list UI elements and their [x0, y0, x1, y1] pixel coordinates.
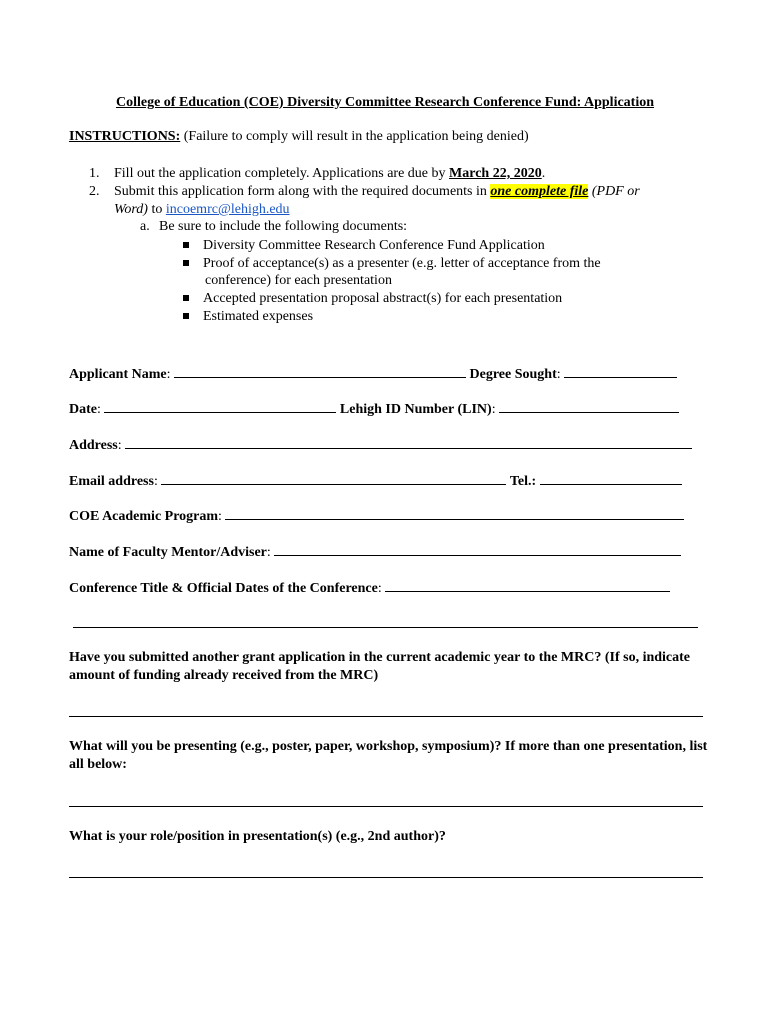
instructions-note: (Failure to comply will result in the application being denied): [180, 129, 529, 144]
tel-field[interactable]: [540, 470, 682, 485]
email-label: Email address: [69, 474, 154, 489]
email-row: Email address: Tel.:: [69, 470, 682, 490]
lin-label: Lehigh ID Number (LIN): [339, 402, 492, 417]
document-item-continued: conference) for each presentation: [205, 273, 392, 288]
conference-field[interactable]: [385, 577, 670, 592]
tel-label: Tel.:: [509, 474, 537, 489]
applicant-name-field[interactable]: [174, 363, 466, 378]
applicant-name-row: Applicant Name: Degree Sought:: [69, 363, 677, 383]
email-field[interactable]: [161, 470, 506, 485]
question-2: What will you be presenting (e.g., poster, paper, workshop, symposium)? If more than one presentation, list all below:: [69, 739, 708, 772]
bullet-icon: [183, 242, 189, 248]
program-row: COE Academic Program:: [69, 505, 684, 525]
program-field[interactable]: [225, 505, 684, 520]
bullet-icon: [183, 313, 189, 319]
document-item: Diversity Committee Research Conference Fund Application: [183, 238, 545, 254]
due-date: March 22, 2020: [449, 166, 542, 181]
degree-sought-field[interactable]: [564, 363, 677, 378]
question-1: Have you submitted another grant application in the current academic year to the MRC? (If so, indicate amount of funding already received from the MRC): [69, 650, 691, 683]
document-item: Estimated expenses: [183, 309, 313, 325]
document-item: Accepted presentation proposal abstract(s) for each presentation: [183, 291, 562, 307]
date-field[interactable]: [104, 398, 336, 413]
answer-line-1[interactable]: [69, 716, 703, 717]
answer-line-2[interactable]: [69, 806, 703, 807]
bullet-icon: [183, 260, 189, 266]
list-item-1: 1. Fill out the application completely. Applications are due by March 22, 2020.: [89, 166, 546, 181]
instructions-line: [69, 129, 529, 145]
bullet-icon: [183, 295, 189, 301]
conference-field-continued[interactable]: [73, 627, 698, 628]
list-item-2-continued: Word) to incoemrc@lehigh.edu: [114, 202, 290, 217]
page-title: College of Education (COE) Diversity Committee Research Conference Fund: Application: [115, 95, 655, 110]
address-label: Address: [69, 438, 118, 453]
question-3: What is your role/position in presentation(s) (e.g., 2nd author)?: [69, 829, 446, 844]
list-item-2: 2. Submit this application form along with the required documents in one complete file (PDF or: [89, 184, 640, 199]
date-label: Date: [69, 402, 97, 417]
document-item: Proof of acceptance(s) as a presenter (e.g. letter of acceptance from the: [183, 256, 601, 272]
applicant-name-label: Applicant Name: [69, 367, 167, 382]
conference-label: Conference Title & Official Dates of the Conference: [69, 581, 378, 596]
conference-row: Conference Title & Official Dates of the Conference:: [69, 577, 670, 597]
mentor-label: Name of Faculty Mentor/Adviser: [69, 545, 267, 560]
date-row: Date: Lehigh ID Number (LIN):: [69, 398, 679, 418]
highlighted-text: one complete file: [490, 184, 589, 199]
mentor-field[interactable]: [274, 541, 681, 556]
degree-sought-label: Degree Sought: [469, 367, 557, 382]
email-link[interactable]: incoemrc@lehigh.edu: [165, 202, 290, 217]
instructions-label: INSTRUCTIONS:: [69, 129, 181, 144]
program-label: COE Academic Program: [69, 509, 219, 524]
sub-item-a: a. Be sure to include the following documents:: [140, 219, 408, 234]
lin-field[interactable]: [499, 398, 679, 413]
address-field[interactable]: [125, 434, 692, 449]
address-row: Address:: [69, 434, 692, 454]
answer-line-3[interactable]: [69, 877, 703, 878]
mentor-row: Name of Faculty Mentor/Adviser:: [69, 541, 681, 561]
